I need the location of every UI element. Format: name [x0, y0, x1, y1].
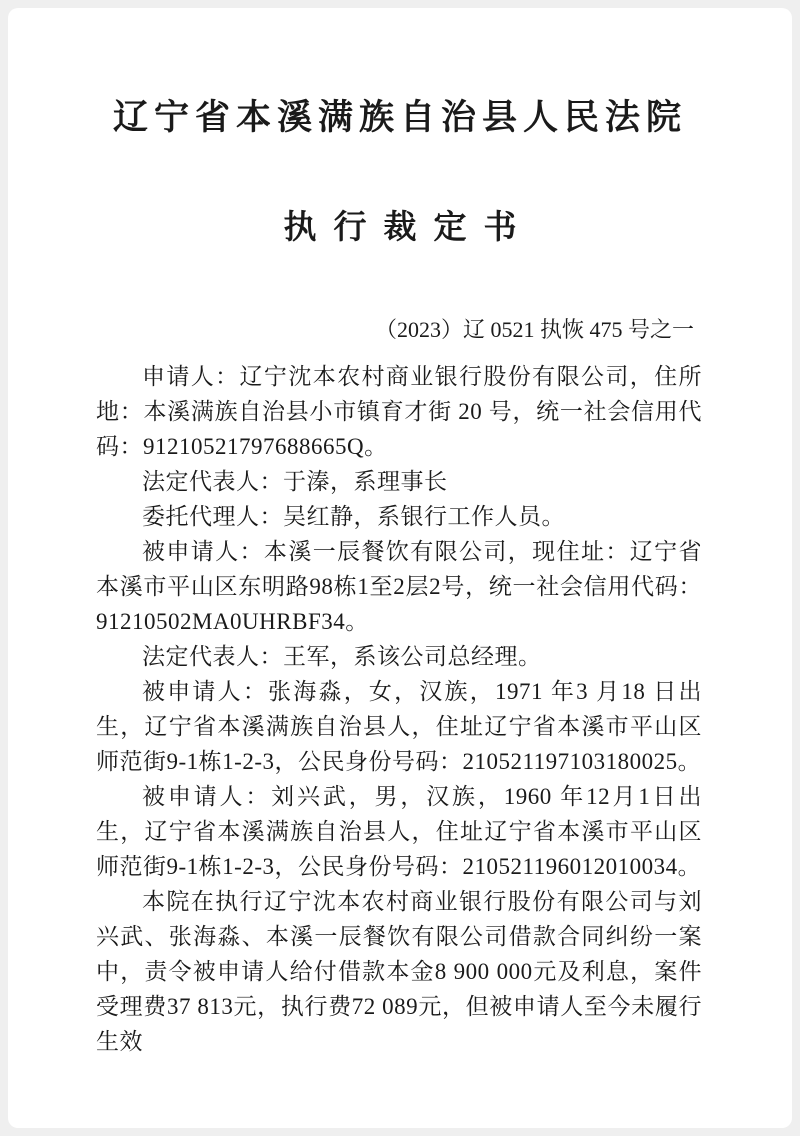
- paragraph-respondent-company: 被申请人：本溪一辰餐饮有限公司，现住址：辽宁省本溪市平山区东明路98栋1至2层2号，统一社会信用代码：91210502MA0UHRBF34。: [96, 539, 702, 634]
- document-page: [8, 8, 792, 1128]
- paragraph-respondent-zhanghaimiao: 被申请人：张海淼，女，汉族，1971 年3 月18 日出生，辽宁省本溪满族自治县人，住址辽宁省本溪市平山区师范街9-1栋1-2-3，公民身份号码：210521197103180025。: [96, 679, 702, 774]
- paragraph-authorized-agent: 委托代理人：吴红静，系银行工作人员。: [142, 504, 565, 529]
- paragraph-applicant: 申请人：辽宁沈本农村商业银行股份有限公司，住所地：本溪满族自治县小市镇育才街 20 号，统一社会信用代码：91210521797688665Q。: [96, 364, 702, 459]
- document-body: [96, 359, 702, 1059]
- paragraph-legal-representative-respondent: 法定代表人：王军，系该公司总经理。: [142, 644, 542, 669]
- paragraph-legal-representative-applicant: 法定代表人：于溱，系理事长: [142, 469, 448, 494]
- case-number: （2023）辽 0521 执恢 475 号之一: [374, 317, 694, 342]
- court-name: 辽宁省本溪满族自治县人民法院: [112, 98, 687, 137]
- paragraph-case-background: 本院在执行辽宁沈本农村商业银行股份有限公司与刘兴武、张海淼、本溪一辰餐饮有限公司借款合同纠纷一案中，责令被申请人给付借款本金8 900 000元及利息，案件受理费37 813元，执行费72 089元，但被申请人至今未履行生效: [96, 889, 702, 1054]
- document-title: 执行裁定书: [283, 210, 534, 246]
- paragraph-respondent-liuxingwu: 被申请人：刘兴武，男，汉族，1960 年12月1日出生，辽宁省本溪满族自治县人，住址辽宁省本溪市平山区师范街9-1栋1-2-3，公民身份号码：210521196012010034。: [96, 784, 702, 879]
